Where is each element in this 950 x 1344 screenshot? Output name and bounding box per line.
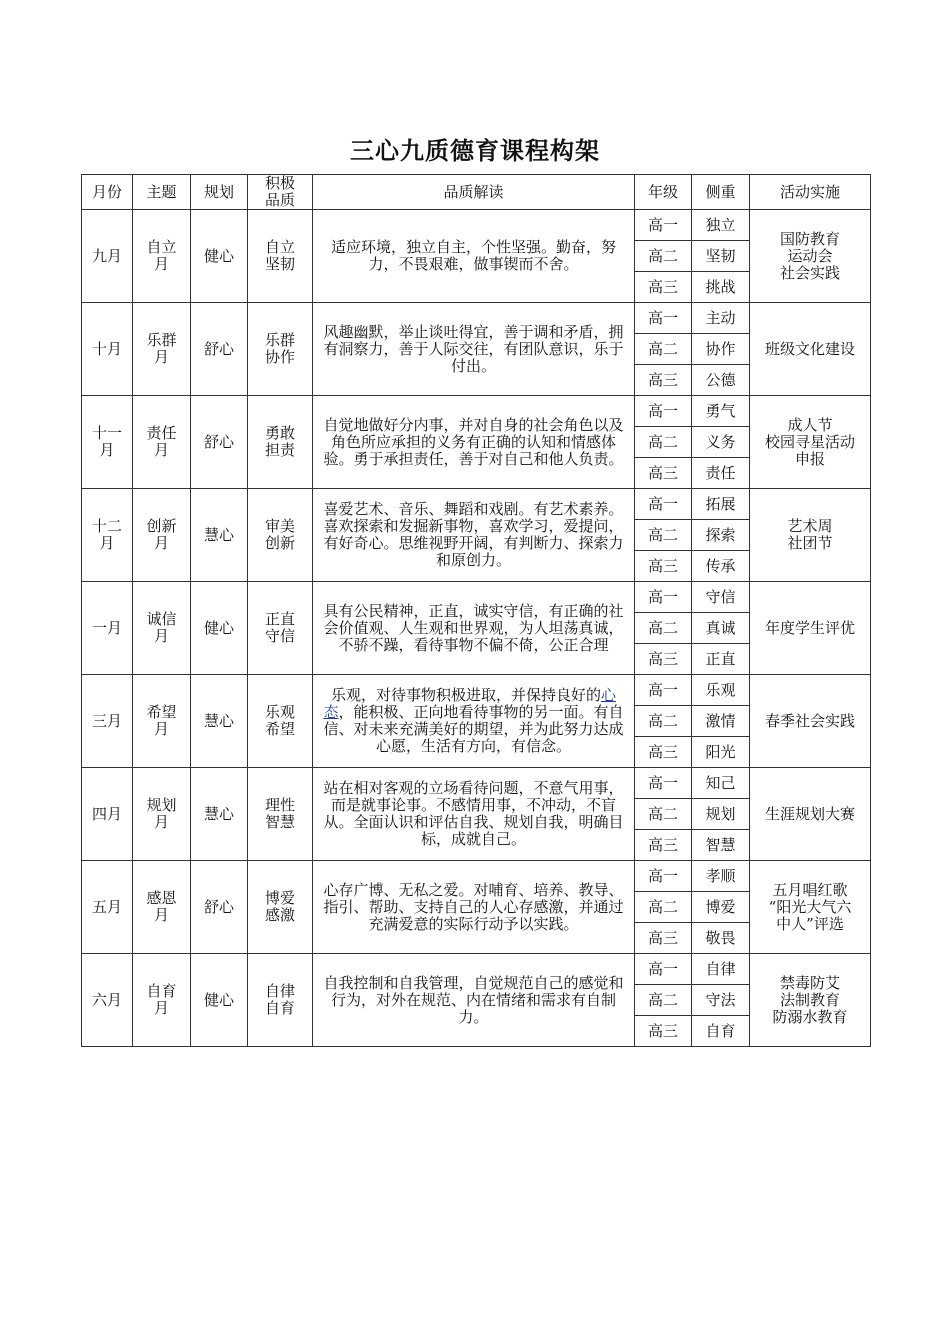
- interpretation-text: 乐观，对待事物积极进取，并保持良好的: [330, 686, 601, 704]
- grade-cell: 高一: [635, 396, 692, 427]
- header-interpretation: 品质解读: [313, 175, 635, 210]
- interpretation-cell: 站在相对客观的立场看待问题，不意气用事，而是就事论事。不感情用事，不冲动，不盲从。全面认识和评估自我、规划自我，明确目标，成就自己。: [313, 768, 635, 861]
- theme-cell: 诚信 月: [133, 582, 191, 675]
- focus-cell: 挑战: [692, 272, 750, 303]
- grade-cell: 高二: [635, 892, 692, 923]
- focus-cell: 协作: [692, 334, 750, 365]
- month-cell: 四月: [82, 768, 133, 861]
- month-cell: 十一 月: [82, 396, 133, 489]
- table-row: [82, 954, 871, 985]
- focus-cell: 勇气: [692, 396, 750, 427]
- focus-cell: 主动: [692, 303, 750, 334]
- table-row: [82, 303, 871, 334]
- grade-cell: 高三: [635, 644, 692, 675]
- focus-cell: 博爱: [692, 892, 750, 923]
- table-row: [82, 210, 871, 241]
- positive-quality-cell: 自立 坚韧: [248, 210, 313, 303]
- grade-cell: 高二: [635, 427, 692, 458]
- positive-quality-cell: 博爱 感激: [248, 861, 313, 954]
- grade-cell: 高一: [635, 489, 692, 520]
- activities-cell: 艺术周 社团节: [750, 489, 871, 582]
- plan-cell: 慧心: [191, 675, 248, 768]
- month-cell: 十二 月: [82, 489, 133, 582]
- table-row: [82, 861, 871, 892]
- activities-cell: 五月唱红歌 “阳光大气六 中人”评选: [750, 861, 871, 954]
- grade-cell: 高一: [635, 954, 692, 985]
- theme-cell: 希望 月: [133, 675, 191, 768]
- activities-cell: 春季社会实践: [750, 675, 871, 768]
- focus-cell: 真诚: [692, 613, 750, 644]
- month-cell: 一月: [82, 582, 133, 675]
- grade-cell: 高二: [635, 334, 692, 365]
- activities-cell: 班级文化建设: [750, 303, 871, 396]
- focus-cell: 智慧: [692, 830, 750, 861]
- grade-cell: 高三: [635, 737, 692, 768]
- plan-cell: 健心: [191, 210, 248, 303]
- plan-cell: 慧心: [191, 768, 248, 861]
- header-plan: 规划: [191, 175, 248, 210]
- grade-cell: 高二: [635, 241, 692, 272]
- grade-cell: 高一: [635, 582, 692, 613]
- focus-cell: 独立: [692, 210, 750, 241]
- grade-cell: 高三: [635, 551, 692, 582]
- activities-cell: 年度学生评优: [750, 582, 871, 675]
- focus-cell: 坚韧: [692, 241, 750, 272]
- header-positive-quality: 积极 品质: [248, 175, 313, 210]
- grade-cell: 高二: [635, 985, 692, 1016]
- grade-cell: 高二: [635, 520, 692, 551]
- focus-cell: 守法: [692, 985, 750, 1016]
- interpretation-cell: [313, 675, 635, 768]
- focus-cell: 自育: [692, 1016, 750, 1047]
- plan-cell: 健心: [191, 954, 248, 1047]
- interpretation-cell: 心存广博、无私之爱。对哺育、培养、教导、指引、帮助、支持自己的人心存感激，并通过充满爱意的实际行动予以实践。: [313, 861, 635, 954]
- header-grade: 年级: [635, 175, 692, 210]
- header-theme: 主题: [133, 175, 191, 210]
- positive-quality-cell: 理性 智慧: [248, 768, 313, 861]
- positive-quality-cell: 乐观 希望: [248, 675, 313, 768]
- theme-cell: 自育 月: [133, 954, 191, 1047]
- header-month: 月份: [82, 175, 133, 210]
- positive-quality-cell: 正直 守信: [248, 582, 313, 675]
- grade-cell: 高二: [635, 706, 692, 737]
- interpretation-cell: 具有公民精神，正直，诚实守信，有正确的社会价值观、人生观和世界观，为人坦荡真诚，不骄不躁，看待事物不偏不倚，公正合理: [313, 582, 635, 675]
- focus-cell: 守信: [692, 582, 750, 613]
- table-row: [82, 396, 871, 427]
- grade-cell: 高三: [635, 458, 692, 489]
- grade-cell: 高三: [635, 1016, 692, 1047]
- focus-cell: 乐观: [692, 675, 750, 706]
- grade-cell: 高三: [635, 923, 692, 954]
- focus-cell: 阳光: [692, 737, 750, 768]
- month-cell: 九月: [82, 210, 133, 303]
- grade-cell: 高三: [635, 365, 692, 396]
- grade-cell: 高一: [635, 768, 692, 799]
- focus-cell: 探索: [692, 520, 750, 551]
- grade-cell: 高三: [635, 830, 692, 861]
- focus-cell: 孝顺: [692, 861, 750, 892]
- interpretation-text: ，能积极、正向地看待事物的另一面。有自信、对未来充满美好的期望，并为此努力达成心愿，生活有方向，有信念。: [323, 703, 624, 755]
- positive-quality-cell: 勇敢 担责: [248, 396, 313, 489]
- grade-cell: 高一: [635, 303, 692, 334]
- curriculum-table: [81, 174, 871, 1047]
- header-focus: 侧重: [692, 175, 750, 210]
- interpretation-cell: 喜爱艺术、音乐、舞蹈和戏剧。有艺术素养。喜欢探索和发掘新事物，喜欢学习，爱提问，有好奇心。思维视野开阔，有判断力、探索力和原创力。: [313, 489, 635, 582]
- month-cell: 五月: [82, 861, 133, 954]
- focus-cell: 义务: [692, 427, 750, 458]
- table-row: [82, 582, 871, 613]
- grade-cell: 高一: [635, 675, 692, 706]
- plan-cell: 舒心: [191, 861, 248, 954]
- focus-cell: 知己: [692, 768, 750, 799]
- grade-cell: 高一: [635, 210, 692, 241]
- focus-cell: 正直: [692, 644, 750, 675]
- activities-cell: 国防教育 运动会 社会实践: [750, 210, 871, 303]
- focus-cell: 责任: [692, 458, 750, 489]
- mindset-link[interactable]: 心态: [323, 686, 617, 721]
- grade-cell: 高一: [635, 861, 692, 892]
- focus-cell: 拓展: [692, 489, 750, 520]
- grade-cell: 高二: [635, 613, 692, 644]
- month-cell: 六月: [82, 954, 133, 1047]
- theme-cell: 规划 月: [133, 768, 191, 861]
- positive-quality-cell: 审美 创新: [248, 489, 313, 582]
- activities-cell: 禁毒防艾 法制教育 防溺水教育: [750, 954, 871, 1047]
- theme-cell: 自立 月: [133, 210, 191, 303]
- focus-cell: 公德: [692, 365, 750, 396]
- plan-cell: 慧心: [191, 489, 248, 582]
- table-row: [82, 675, 871, 706]
- theme-cell: 创新 月: [133, 489, 191, 582]
- activities-cell: 生涯规划大赛: [750, 768, 871, 861]
- focus-cell: 规划: [692, 799, 750, 830]
- interpretation-cell: 自觉地做好分内事，并对自身的社会角色以及角色所应承担的义务有正确的认知和情感体验。勇于承担责任，善于对自己和他人负责。: [313, 396, 635, 489]
- interpretation-cell: 风趣幽默，举止谈吐得宜，善于调和矛盾，拥有洞察力，善于人际交往，有团队意识，乐于付出。: [313, 303, 635, 396]
- table-row: [82, 489, 871, 520]
- page-title: 三心九质德育课程构架: [350, 136, 600, 165]
- theme-cell: 责任 月: [133, 396, 191, 489]
- month-cell: 三月: [82, 675, 133, 768]
- focus-cell: 自律: [692, 954, 750, 985]
- theme-cell: 感恩 月: [133, 861, 191, 954]
- plan-cell: 舒心: [191, 396, 248, 489]
- interpretation-cell: 自我控制和自我管理，自觉规范自己的感觉和行为，对外在规范、内在情绪和需求有自制力。: [313, 954, 635, 1047]
- month-cell: 十月: [82, 303, 133, 396]
- header-activities: 活动实施: [750, 175, 871, 210]
- header-row: [82, 175, 871, 210]
- interpretation-cell: 适应环境，独立自主，个性坚强。勤奋，努力，不畏艰难，做事锲而不舍。: [313, 210, 635, 303]
- plan-cell: 舒心: [191, 303, 248, 396]
- theme-cell: 乐群 月: [133, 303, 191, 396]
- positive-quality-cell: 自律 自育: [248, 954, 313, 1047]
- table-row: [82, 768, 871, 799]
- focus-cell: 传承: [692, 551, 750, 582]
- activities-cell: 成人节 校园寻星活动 申报: [750, 396, 871, 489]
- plan-cell: 健心: [191, 582, 248, 675]
- focus-cell: 敬畏: [692, 923, 750, 954]
- grade-cell: 高二: [635, 799, 692, 830]
- focus-cell: 激情: [692, 706, 750, 737]
- grade-cell: 高三: [635, 272, 692, 303]
- positive-quality-cell: 乐群 协作: [248, 303, 313, 396]
